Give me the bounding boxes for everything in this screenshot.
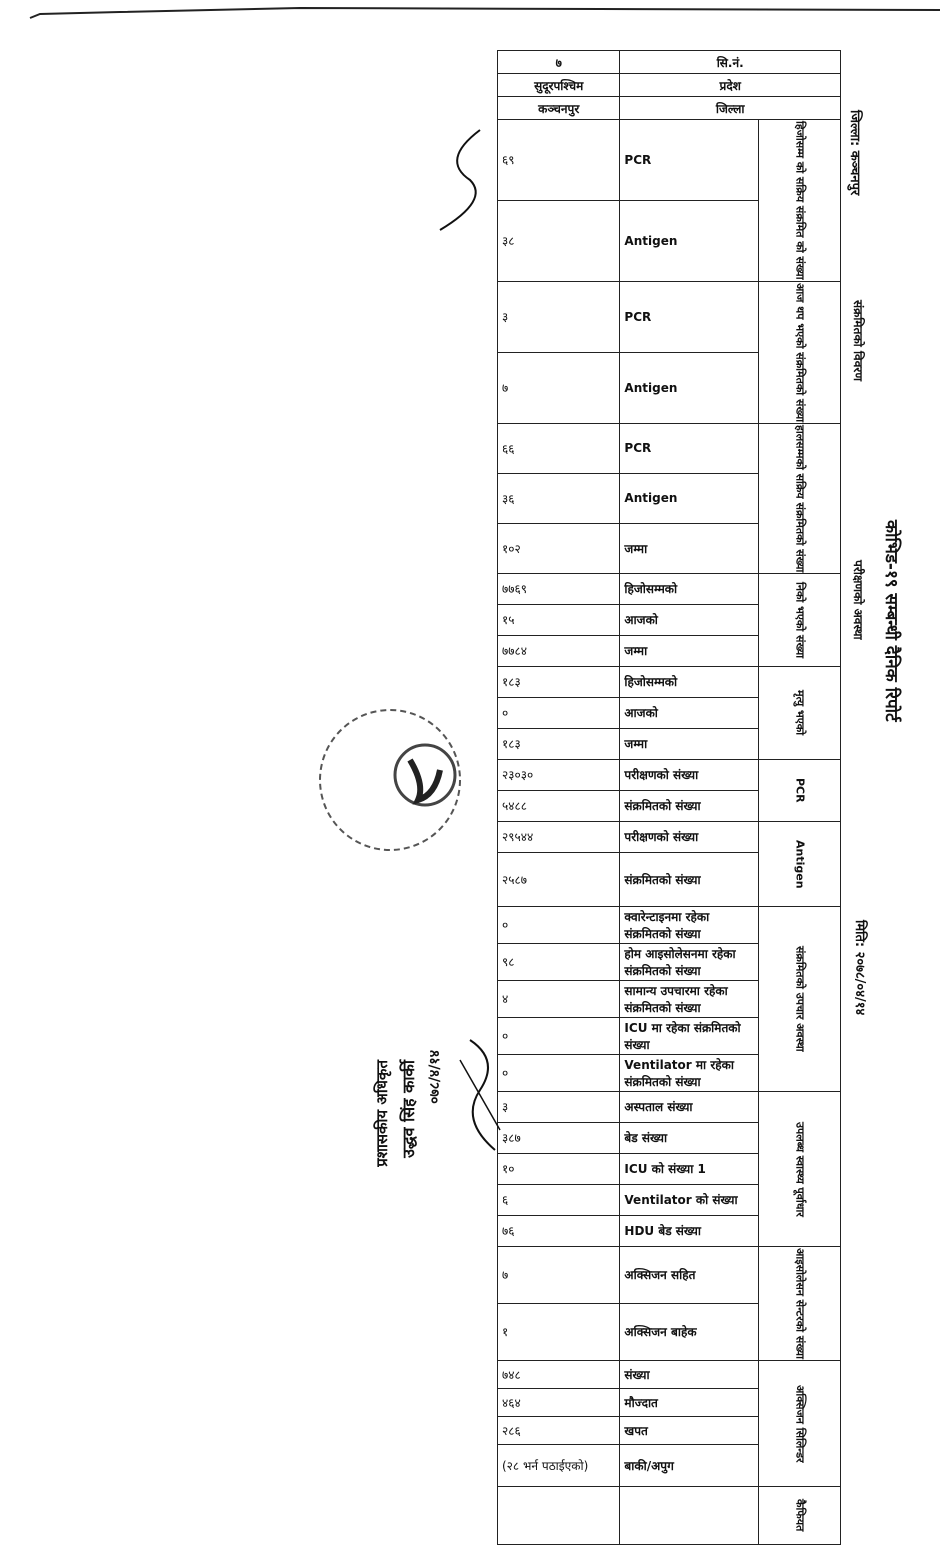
group-health-infra: उपलब्ध स्वास्थ्य पूर्वाधार	[759, 1091, 841, 1246]
row-label: Ventilator मा रहेका संक्रमितको संख्या	[620, 1054, 759, 1091]
remarks-blank	[620, 1486, 759, 1544]
signature-scribble-icon	[440, 1030, 520, 1170]
table-row	[498, 1360, 841, 1388]
row-value: ९८	[498, 943, 620, 980]
row-label: आजको	[620, 697, 759, 728]
row-value: ३	[498, 1091, 620, 1122]
row-value: ७	[498, 352, 620, 423]
sn-label: सि.नं.	[620, 51, 841, 74]
province-label: प्रदेश	[620, 74, 841, 97]
table-row	[498, 666, 841, 697]
district-value: कञ्चनपुर	[498, 97, 620, 120]
header-row-province	[498, 74, 841, 97]
group-pcr: PCR	[759, 759, 841, 821]
row-value: ३६	[498, 473, 620, 523]
row-value: ७४८	[498, 1360, 620, 1388]
row-value: ७७८४	[498, 635, 620, 666]
remarks-value	[498, 1486, 620, 1544]
row-label: मौज्दात	[620, 1388, 759, 1416]
row-label: PCR	[620, 281, 759, 352]
row-value: ४	[498, 980, 620, 1017]
section-infected-details: संक्रमितको विवरण	[851, 300, 865, 381]
province-value: सुदूरपश्चिम	[498, 74, 620, 97]
table-row	[498, 423, 841, 473]
table-row	[498, 1246, 841, 1303]
row-value: ७६	[498, 1215, 620, 1246]
group-deaths: मृत्यु भएको	[759, 666, 841, 759]
row-label: अस्पताल संख्या	[620, 1091, 759, 1122]
report-date: मिति: २०७८/०४/१४	[852, 920, 867, 1016]
row-value: २३०३०	[498, 759, 620, 790]
row-label: परीक्षणको संख्या	[620, 821, 759, 852]
row-value: १०२	[498, 523, 620, 573]
scan-edge-line	[0, 0, 940, 40]
group-treatment: संक्रमितको उपचार अवस्था	[759, 906, 841, 1091]
signatory-designation: प्रशासकीय अधिकृत	[373, 1060, 391, 1167]
row-label: हिजोसम्मको	[620, 573, 759, 604]
report-title: कोभिड-१९ सम्बन्धी दैनिक रिपोर्ट	[881, 520, 901, 722]
row-label: सामान्य उपचारमा रहेका संक्रमितको संख्या	[620, 980, 759, 1017]
row-label: जम्मा	[620, 728, 759, 759]
initial-scribble-icon	[420, 120, 500, 240]
row-label: होम आइसोलेसनमा रहेका संक्रमितको संख्या	[620, 943, 759, 980]
group-current-active: हालसम्मको सक्रिय संक्रमितको संख्या	[759, 423, 841, 573]
row-value: ५४८८	[498, 790, 620, 821]
row-value: ०	[498, 1017, 620, 1054]
row-value: ०	[498, 697, 620, 728]
row-label: खपत	[620, 1416, 759, 1444]
table-row	[498, 906, 841, 943]
table-row-remarks	[498, 1486, 841, 1544]
section-test-status: परीक्षणको अवस्था	[851, 560, 865, 640]
row-value: ३८	[498, 200, 620, 281]
row-label: क्वारेन्टाइनमा रहेका संक्रमितको संख्या	[620, 906, 759, 943]
row-value: २९५४४	[498, 821, 620, 852]
table-row	[498, 120, 841, 201]
row-label: संख्या	[620, 1360, 759, 1388]
row-label: Antigen	[620, 352, 759, 423]
row-label: जम्मा	[620, 635, 759, 666]
row-value: ३	[498, 281, 620, 352]
row-label: जम्मा	[620, 523, 759, 573]
row-label: बाकी/अपुग	[620, 1444, 759, 1486]
row-value: २५८७	[498, 852, 620, 906]
row-label: ICU को संख्या 1	[620, 1153, 759, 1184]
row-value: १८३	[498, 666, 620, 697]
row-label: Ventilator को संख्या	[620, 1184, 759, 1215]
district-side-heading: जिल्ला: कञ्चनपुर	[847, 110, 862, 196]
row-value: ६	[498, 1184, 620, 1215]
row-value: (२८ भर्न पठाईएको)	[498, 1444, 620, 1486]
group-oxygen: अक्सिजन सिलिन्डर	[759, 1360, 841, 1486]
table-row	[498, 1091, 841, 1122]
row-label: PCR	[620, 120, 759, 201]
row-value: ४६४	[498, 1388, 620, 1416]
group-recovered: निको भएको संख्या	[759, 573, 841, 666]
row-value: १	[498, 1303, 620, 1360]
district-label: जिल्ला	[620, 97, 841, 120]
row-label: HDU बेड संख्या	[620, 1215, 759, 1246]
row-label: अक्सिजन सहित	[620, 1246, 759, 1303]
table-row	[498, 821, 841, 852]
row-label: संक्रमितको संख्या	[620, 852, 759, 906]
office-stamp-icon	[300, 700, 480, 880]
signatory-name: उद्धव सिंह कार्की	[399, 1060, 418, 1158]
header-row-sn	[498, 51, 841, 74]
header-row-district	[498, 97, 841, 120]
group-yesterday-active: हिजोसम्म को सक्रिय संक्रमित को संख्या	[759, 120, 841, 282]
row-value: २८६	[498, 1416, 620, 1444]
row-value: ७७६९	[498, 573, 620, 604]
group-today-active: आज थप भएको संक्रमितको संख्या	[759, 281, 841, 423]
table-row	[498, 759, 841, 790]
row-value: ६९	[498, 120, 620, 201]
row-label: ICU मा रहेका संक्रमितको संख्या	[620, 1017, 759, 1054]
row-value: १५	[498, 604, 620, 635]
covid-report-table	[497, 50, 841, 1545]
row-value: १८३	[498, 728, 620, 759]
row-label: आजको	[620, 604, 759, 635]
row-label: बेड संख्या	[620, 1122, 759, 1153]
row-value: ०	[498, 1054, 620, 1091]
row-label: अक्सिजन बाहेक	[620, 1303, 759, 1360]
sn-value: ७	[498, 51, 620, 74]
row-value: ७	[498, 1246, 620, 1303]
row-value: ०	[498, 906, 620, 943]
row-value: ३८७	[498, 1122, 620, 1153]
table-row	[498, 281, 841, 352]
row-label: Antigen	[620, 473, 759, 523]
row-label: Antigen	[620, 200, 759, 281]
group-remarks: कैफियत	[759, 1486, 841, 1544]
row-value: ६६	[498, 423, 620, 473]
signature-date: ०७८/४/१४	[427, 1050, 443, 1104]
row-label: PCR	[620, 423, 759, 473]
row-value: १०	[498, 1153, 620, 1184]
table-row	[498, 573, 841, 604]
group-isolation: आइसोलेसन सेन्टरको संख्या	[759, 1246, 841, 1360]
row-label: हिजोसम्मको	[620, 666, 759, 697]
group-antigen: Antigen	[759, 821, 841, 906]
row-label: परीक्षणको संख्या	[620, 759, 759, 790]
row-label: संक्रमितको संख्या	[620, 790, 759, 821]
